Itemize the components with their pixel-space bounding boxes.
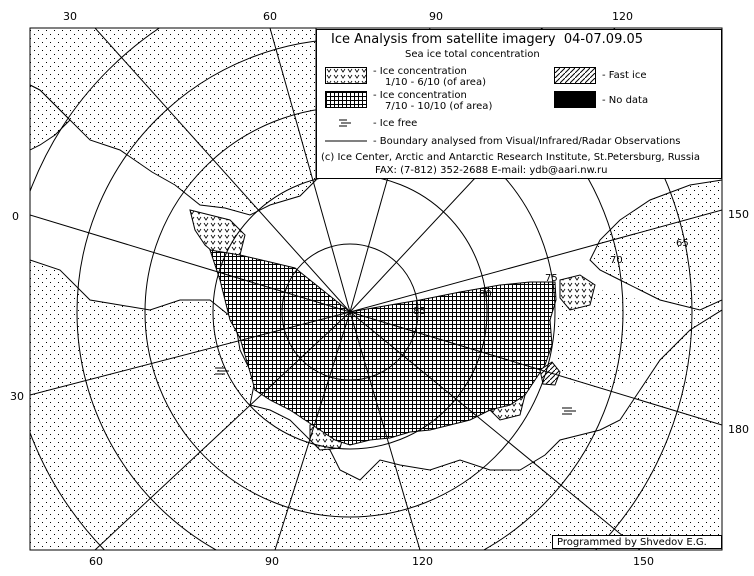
legend-boundary: - Boundary analysed from Visual/Infrared/Radar Observations (373, 136, 681, 147)
tick-right-150: 150 (728, 208, 749, 221)
legend-date: 04-07.09.05 (563, 32, 644, 47)
legend-fax: FAX: (7-812) 352-2688 E-mail: ydb@aari.nw.ru (375, 165, 608, 176)
tick-left-0: 0 (12, 210, 19, 223)
ice-free-icon (337, 118, 357, 128)
tick-top-30: 30 (63, 10, 77, 23)
tick-bottom-150: 150 (633, 555, 654, 568)
legend-title-text: Ice Analysis from satellite imagery (331, 32, 556, 47)
swatch-fast-ice (554, 67, 596, 84)
tick-bottom-90: 90 (265, 555, 279, 568)
swatch-high-concentration-fill (326, 92, 366, 107)
tick-top-60: 60 (263, 10, 277, 23)
legend-ice-free: - Ice free (373, 118, 418, 129)
legend-high-conc-value: 7/10 - 10/10 (of area) (385, 101, 493, 112)
lat-label-75: 75 (545, 273, 558, 284)
tick-top-90: 90 (429, 10, 443, 23)
swatch-high-concentration (325, 91, 367, 108)
tick-bottom-60: 60 (89, 555, 103, 568)
legend-no-data: - No data (602, 95, 649, 106)
tick-right-180: 180 (728, 423, 749, 436)
lat-label-70: 70 (610, 255, 623, 266)
swatch-low-concentration-fill (326, 68, 366, 83)
lat-label-65: 65 (676, 238, 689, 249)
legend (316, 29, 722, 179)
swatch-fast-ice-fill (555, 68, 595, 83)
lat-label-85: 85 (413, 306, 426, 317)
legend-high-conc-label: - Ice concentration (373, 90, 467, 101)
legend-low-conc-value: 1/10 - 6/10 (of area) (385, 77, 486, 88)
boundary-line-icon (325, 138, 370, 144)
tick-top-120: 120 (612, 10, 633, 23)
legend-fast-ice: - Fast ice (602, 70, 647, 81)
tick-left-30: 30 (10, 390, 24, 403)
lat-label-80: 80 (479, 289, 492, 300)
legend-low-conc-label: - Ice concentration (373, 66, 467, 77)
legend-subtitle: Sea ice total concentration (405, 49, 540, 60)
swatch-no-data (554, 91, 596, 108)
legend-credit: (c) Ice Center, Arctic and Antarctic Research Institute, St.Petersburg, Russia (321, 152, 700, 163)
swatch-low-concentration (325, 67, 367, 84)
programmed-by: Programmed by Shvedov E.G. (552, 535, 722, 549)
legend-title (331, 32, 643, 47)
tick-bottom-120: 120 (412, 555, 433, 568)
